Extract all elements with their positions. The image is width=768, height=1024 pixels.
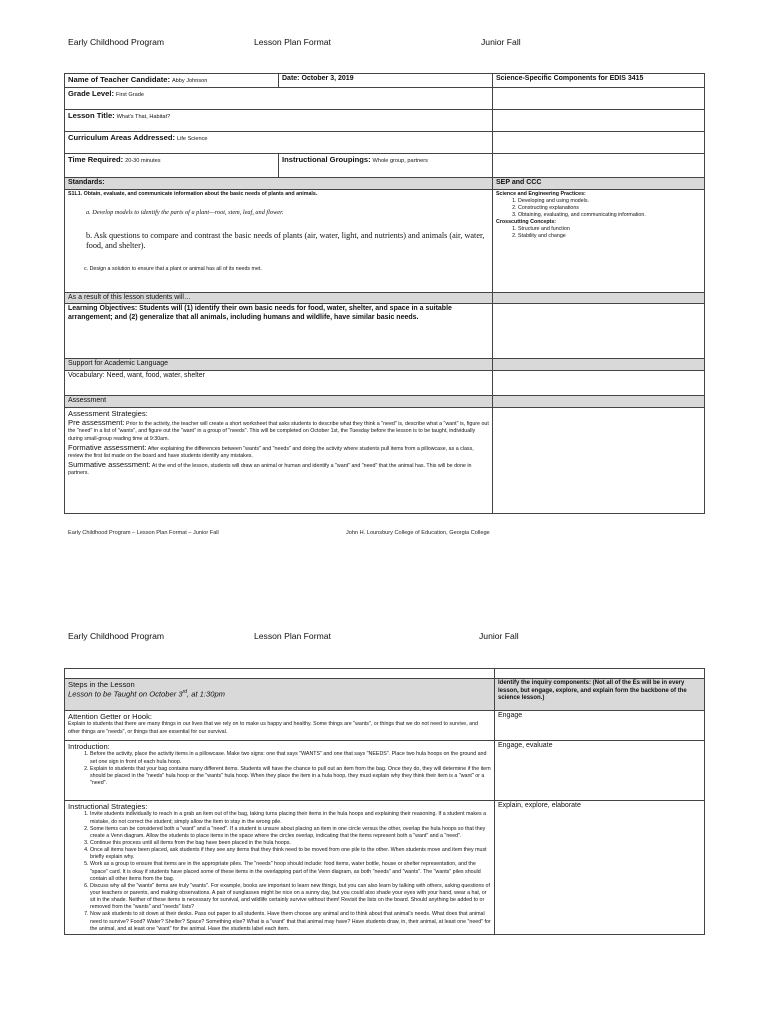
teacher-name: Abby Johnson — [171, 78, 208, 84]
time-cell: Time Required: 20-30 minutes — [65, 153, 279, 177]
list-item: 6. Discuss why all the "wants" items are truly "wants". For example, books are important to learn new things, but you can also learn by talking with others, asking questions of your teachers or parents, and making observations. A pair of sunglasses might be nice on a sunny day, but you could also shade your eyes with your hand, wear a hat, or sit in the shade. Neither of these items is necessary for survival, and wildlife certainly survive without them! Revisit the lists on the board. Should anything be added to or removed from the "wants" and "needs" lists? — [90, 883, 491, 912]
list-item: 2. Stability and change — [518, 233, 701, 240]
strategies-label: Assessment Strategies: — [68, 408, 148, 418]
sep-heading: SEP and CCC — [493, 177, 705, 189]
list-item: 1. Before the activity, place the activity items in a pillowcase. Make two signs: one that says "WANTS" and one that says "NEEDS". Place two hula hoops on the ground and set one sign in front of each hula hoop. — [90, 751, 491, 765]
title-cell: Lesson Title: What's That, Habitat? — [65, 109, 493, 131]
list-item: 3. Obtaining, evaluating, and communicating information. — [518, 212, 701, 219]
empty-cell — [493, 109, 705, 131]
standards-cell — [65, 189, 493, 292]
date-cell: Date: October 3, 2019 — [279, 74, 493, 88]
standard-b: b. Ask questions to compare and contrast the basic needs of plants (air, water, light, and nutrients) and animals (air, water, food, and shelter). — [86, 230, 485, 251]
ccc-title: Crosscutting Concepts: — [496, 219, 557, 226]
empty-cell — [493, 396, 705, 408]
science-components-heading: Science-Specific Components for EDIS 3415 — [493, 74, 705, 88]
inquiry-heading: Identify the inquiry components: (Not all of the Es will be in every lesson, but engage, explore, and explain form the backbone of the science lesson.) — [495, 679, 705, 711]
hook-text: Explain to students that there are many things in our lives that we rely on to make us happy and healthy. Some things are "wants", or things that we do not need to survive, and other things are "needs", or things that are essential for our survival. — [68, 721, 478, 735]
ccc-list — [496, 226, 701, 240]
header-program: Early Childhood Program — [68, 631, 165, 641]
footer-right: John H. Lounsbury College of Education, Georgia College — [346, 530, 490, 536]
summative-text: At the end of the lesson, students will draw an animal or human and identify a "want" and "need" that the animal has. This will be done in partners. — [68, 463, 472, 477]
header-term: Junior Fall — [481, 37, 521, 47]
list-item: 1. Developing and using models. — [518, 198, 701, 205]
curriculum-value: Life Science — [177, 135, 208, 142]
header-format: Lesson Plan Format — [254, 631, 331, 641]
instructional-inquiry: Explain, explore, elaborate — [495, 801, 705, 935]
empty-cell — [493, 153, 705, 177]
hook-label: Attention Getter or Hook: — [68, 712, 152, 721]
sep-list — [496, 198, 701, 219]
empty-cell — [493, 371, 705, 396]
list-item: 2. Explain to students that your bag contains many different items. Students will have the chance to pull out an item from the bag. Once they do, they will determine if the item should be placed in the "needs" hula hoop or the "wants" hula hoop. When they place the item in a hula hoop, they must explain why they think their item is a "want" or a "need". — [90, 766, 491, 787]
vocabulary: Vocabulary: Need, want, food, water, shelter — [65, 371, 493, 396]
assessment-heading: Assessment — [65, 396, 493, 408]
steps-heading-cell — [65, 679, 495, 711]
header-format: Lesson Plan Format — [254, 37, 331, 47]
hook-cell — [65, 711, 495, 741]
summative-label: Summative assessment: — [68, 460, 151, 470]
standard-main: S1L1. Obtain, evaluate, and communicate information about the basic needs of plants and animals. — [68, 190, 318, 197]
assessment-cell — [65, 407, 493, 513]
lesson-plan-table — [64, 73, 705, 514]
grouping-cell: Instructional Groupings: Whole group, partners — [279, 153, 493, 177]
empty-cell — [493, 131, 705, 153]
instructional-label: Instructional Strategies: — [68, 802, 148, 811]
grade-value: First Grade — [115, 91, 144, 98]
empty-cell — [493, 359, 705, 371]
formative-text: After explaining the differences between "wants" and "needs" and doing the activity where students pull items from a pillowcase, as a class, review the first list made on the board and have students identify any mistakes. — [68, 445, 474, 460]
pre-assessment-label: Pre assessment: — [68, 418, 125, 428]
steps-heading: Steps in the Lesson — [68, 680, 135, 689]
list-item: 5. Work as a group to ensure that items are in the appropriate piles. The "needs" hoop should include: food items, water bottle, house or shelter representation, and the "space" card. It is okay if students have placed some of these items in the overlapping part of the Venn diagram, as both "needs" and "wants". The "wants" piles should contain all other items from the bag. — [90, 861, 491, 882]
lesson-taught-date: Lesson to be Taught on October 3rd, at 1:30pm — [68, 689, 226, 700]
grouping-value: Whole group, partners — [372, 157, 428, 164]
list-item: 3. Continue this process until all items from the bag have been placed in the hula hoops. — [90, 840, 491, 847]
empty-cell — [65, 669, 495, 679]
empty-cell — [493, 292, 705, 304]
formative-label: Formative assessment: — [68, 442, 147, 452]
list-item: 1. Structure and function — [518, 226, 701, 233]
standards-heading: Standards: — [65, 177, 493, 189]
title-value: What's That, Habitat? — [116, 113, 171, 120]
empty-cell — [493, 87, 705, 109]
footer-left: Early Childhood Program – Lesson Plan Format – Junior Fall — [68, 530, 219, 536]
sep-ccc-cell — [493, 189, 705, 292]
header-term: Junior Fall — [479, 631, 519, 641]
teacher-cell: Name of Teacher Candidate: Abby Johnson — [65, 74, 279, 88]
introduction-list — [68, 751, 491, 787]
header-program: Early Childhood Program — [68, 37, 165, 47]
introduction-cell — [65, 741, 495, 801]
list-item: 4. Once all items have been placed, ask students if they see any items that they think need to be moved from one pile to the other. When students move and item they must briefly explain why. — [90, 847, 491, 861]
learning-objectives: Learning Objectives: Students will (1) identify their own basic needs for food, water, shelter, and space in a suitable arrangement; and (2) generalize that all animals, including humans and wildlife, have similar basic needs. — [65, 304, 493, 359]
introduction-inquiry: Engage, evaluate — [495, 741, 705, 801]
grade-cell: Grade Level: First Grade — [65, 87, 493, 109]
empty-cell — [493, 304, 705, 359]
hook-inquiry: Engage — [495, 711, 705, 741]
standard-a: a. Develop models to identify the parts of a plant—root, stem, leaf, and flower. — [86, 208, 284, 216]
list-item: 1. Invite students individually to reach in a grab an item out of the bag, taking turns placing their items in the hula hoops and explaining their reasoning. If a student makes a mistake, do not correct the student; simply allow the item to stay in the wrong pile. — [90, 811, 491, 825]
empty-cell — [495, 669, 705, 679]
academic-language-heading: Support for Academic Language — [65, 359, 493, 371]
result-heading: As a result of this lesson students will… — [65, 292, 493, 304]
lesson-steps-table — [64, 668, 705, 935]
pre-assessment-text: Prior to the activity, the teacher will create a short worksheet that asks students to describe what they think a "need" is, describe what a "want" is, figure out the "need" in a list of "wants", and figure out the "want" in a group of "needs". This will be completed on October 1st, the Tuesday before the lesson is to be taught, individually during small-group reading time at 9:30am. — [68, 421, 489, 442]
list-item: 2. Some items can be considered both a "want" and a "need". If a student is unsure about placing an item in one circle versus the other, overlap the hula hoops so that they create a Venn diagram. Allow the students to place items in the space where the circles overlap, indicating that the items represent both a "want" and a "need". — [90, 826, 491, 840]
instructional-cell — [65, 801, 495, 935]
list-item: 7. Now ask students to sit down at their desks. Pass out paper to all students. Have them choose any animal and to think about that animal's needs. What does that animal need to survive? Food? Water? Shelter? Space? Something else? What is a "want" that that animal may have? Have students draw, in, their animal, at least one "need" for the animal, and at least one "want" for the animal. Have the students label each item. — [90, 911, 491, 932]
instructional-list — [68, 811, 491, 932]
time-value: 20-30 minutes — [125, 157, 161, 164]
introduction-label: Introduction: — [68, 742, 110, 751]
empty-cell — [493, 407, 705, 513]
curriculum-cell: Curriculum Areas Addressed: Life Science — [65, 131, 493, 153]
list-item: 2. Constructing explanations — [518, 205, 701, 212]
sep-title: Science and Engineering Practices: — [496, 190, 586, 197]
standard-c: c. Design a solution to ensure that a plant or animal has all of its needs met. — [84, 265, 262, 272]
